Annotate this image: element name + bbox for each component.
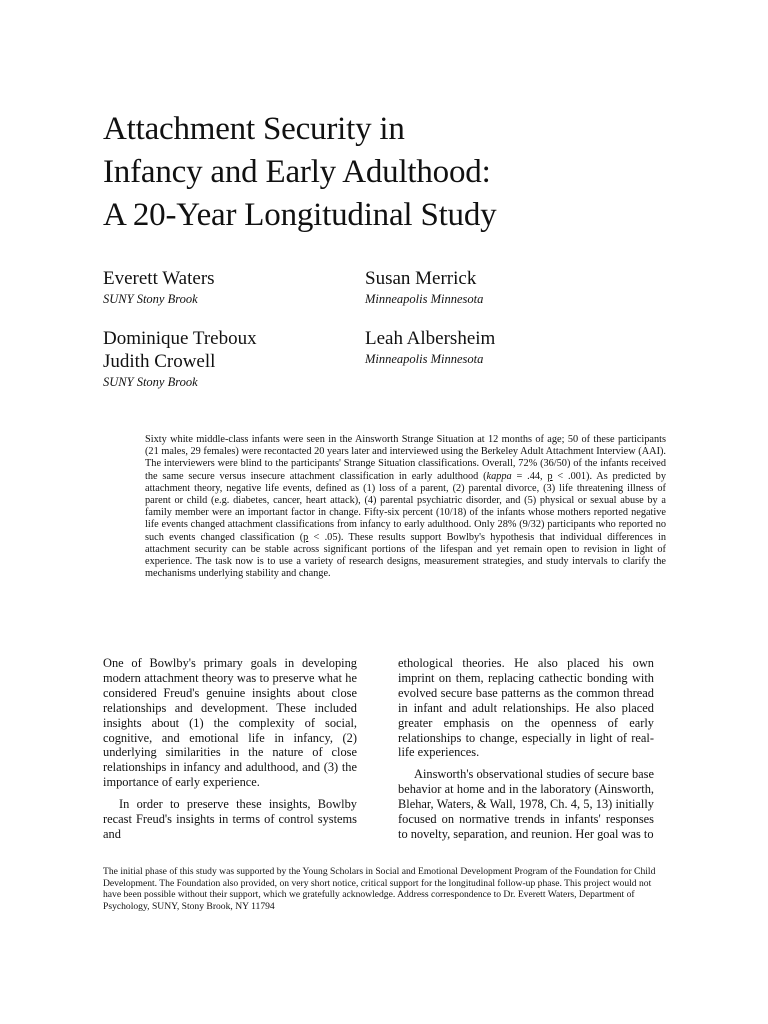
- abstract-text: < .001). As predicted by attachment theory, negative life events, defined as (1) loss of a parent, (2) parental divorce, (3) life threatening illness of parent or child (e.g. diabetes, cancer, heart attack), (4) parental psychiatric disorder, and (5) physical or sexual abuse by a family member were an important factor in change. Fifty-six percent (10/18) of the infants whose mothers reported negative life events changed attachment classifications from infancy to early adulthood. Only 28% (9/32) participants who reported no such events changed classification (: [145, 470, 666, 543]
- title-line: Infancy and Early Adulthood:: [103, 154, 491, 190]
- abstract-text: = .44,: [511, 470, 548, 482]
- paper-title: [103, 108, 663, 237]
- abstract-text: < .05). These results support Bowlby's hypothesis that individual differences in attachment security can be stable across significant portions of the lifespan and yet remain open to revision in light of experience. The task now is to use a variety of research designs, measurement strategies, and study intervals to clarify the mechanisms underlying stability and change.: [145, 531, 666, 580]
- author-affiliation: Minneapolis Minnesota: [365, 352, 484, 366]
- author-block: [103, 327, 257, 390]
- abstract: [145, 434, 666, 580]
- author-name: Leah Albersheim: [365, 328, 496, 349]
- abstract-p-value-symbol: p: [303, 531, 309, 543]
- abstract-text: Sixty white middle-class infants were seen in the Ainsworth Strange Situation at 12 months of age; 50 of these participants (21 males, 29 females) were recontacted 20 years later and interviewed using the Berkeley Adult Attachment Interview (AAI). The interviewers were blind to the participants' Strange Situation classifications. Overall, 72% (36/50) of the infants received the same secure versus insecure attachment classification in early adulthood (: [145, 434, 666, 482]
- author-affiliation: SUNY Stony Brook: [103, 375, 198, 389]
- abstract-kappa: kappa: [486, 470, 512, 482]
- body-paragraph: In order to preserve these insights, Bowlby recast Freud's insights in terms of control systems and: [103, 797, 357, 841]
- author-block: [103, 267, 215, 307]
- author-name: Susan Merrick: [365, 268, 477, 289]
- title-line: A 20-Year Longitudinal Study: [103, 197, 497, 233]
- footnote: The initial phase of this study was supported by the Young Scholars in Social and Emotional Development Program of the Foundation for Child Development. The Foundation also provided, on very short notice, critical support for the longitudinal follow-up phase. This project would not have been possible without their support, which we gratefully acknowledge. Address correspondence to Dr. Everett Waters, Department of Psychology, SUNY, Stony Brook, NY 11794: [103, 866, 656, 912]
- author-affiliation: SUNY Stony Brook: [103, 292, 198, 306]
- body-column-left: [103, 656, 357, 849]
- body-paragraph: ethological theories. He also placed his own imprint on them, replacing cathectic bonding with evolved secure base patterns as the common thread in infant and adult relationships. He also placed greater emphasis on the openness of early relationships to change, especially in light of real-life experiences.: [398, 656, 654, 760]
- title-line: Attachment Security in: [103, 111, 405, 147]
- body-column-right: [398, 656, 654, 849]
- abstract-p-value-symbol: p: [547, 470, 553, 482]
- author-block: [365, 327, 495, 367]
- author-name: Judith Crowell: [103, 351, 216, 372]
- body-paragraph: One of Bowlby's primary goals in developing modern attachment theory was to preserve what he considered Freud's genuine insights about close relationships and development. These included insights about (1) the complexity of social, cognitive, and emotional life in infancy, (2) underlying similarities in the nature of close relationships in infancy and adulthood, and (3) the importance of early experience.: [103, 656, 357, 790]
- author-name: Dominique Treboux: [103, 328, 257, 349]
- author-name: Everett Waters: [103, 268, 215, 289]
- author-affiliation: Minneapolis Minnesota: [365, 292, 484, 306]
- body-paragraph: Ainsworth's observational studies of secure base behavior at home and in the laboratory (Ainsworth, Blehar, Waters, & Wall, 1978, Ch. 4, 5, 13) initially focused on normative trends in infants' responses to novelty, separation, and reunion. Her goal was to: [398, 767, 655, 841]
- author-block: [365, 267, 483, 307]
